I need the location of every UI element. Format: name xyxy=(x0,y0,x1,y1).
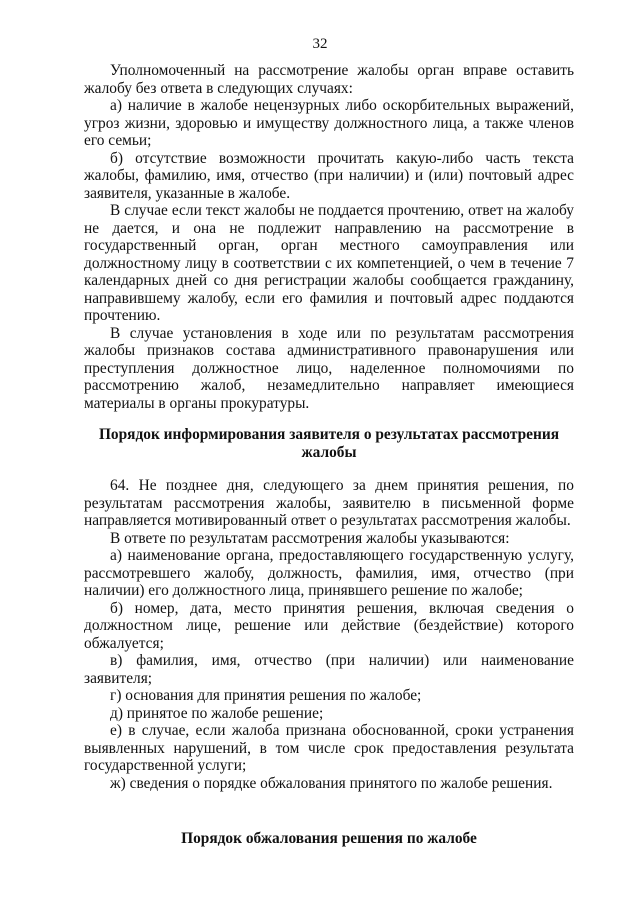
paragraph: В ответе по результатам рассмотрения жалобы указываются: xyxy=(110,529,510,547)
page-number: 32 xyxy=(312,36,328,52)
list-item: д) принятое по жалобе решение; xyxy=(110,704,324,722)
paragraph: В случае если текст жалобы не поддается прочтению, ответ на жалобу не дается, и она не подлежит направлению на рассмотрение в государственный орган, орган местного самоуправления или должностному лицу в соответствии с их компетенцией, о чем в течение 7 календарных дней со дня регистрации жалобы сообщается гражданину, направившему жалобу, если его фамилия и почтовый адрес поддаются прочтению. xyxy=(84,202,574,324)
list-item: е) в случае, если жалоба признана обоснованной, сроки устранения выявленных нарушений, в том числе срок предоставления результата государственной услуги; xyxy=(84,722,574,774)
paragraph: Уполномоченный на рассмотрение жалобы орган вправе оставить жалобу без ответа в следующих случаях: xyxy=(84,62,574,97)
list-item: б) номер, дата, место принятия решения, включая сведения о должностном лице, решение или действие (бездействие) которого обжалуется; xyxy=(84,599,574,652)
list-item: в) фамилия, имя, отчество (при наличии) или наименование заявителя; xyxy=(84,652,574,687)
paragraph: В случае установления в ходе или по результатам рассмотрения жалобы признаков состава административного правонарушения или преступления должностное лицо, наделенное полномочиями по рассмотрению жалоб, незамедлительно направляет имеющиеся материалы в органы прокуратуры. xyxy=(84,324,574,412)
list-item: а) наименование органа, предоставляющего государственную услугу, рассмотревшего жалобу, должность, фамилия, имя, отчество (при наличии) его должностного лица, принявшего решение по жалобе; xyxy=(84,547,574,599)
section-complaint-without-answer xyxy=(84,62,574,412)
list-item: а) наличие в жалобе нецензурных либо оскорбительных выражений, угроз жизни, здоровью и имуществу должностного лица, а также членов его семьи; xyxy=(84,97,574,149)
list-item: б) отсутствие возможности прочитать какую-либо часть текста жалобы, фамилию, имя, отчество (при наличии) и (или) почтовый адрес заявителя, указанные в жалобе. xyxy=(84,149,574,202)
list-item: г) основания для принятия решения по жалобе; xyxy=(110,687,422,704)
list-item: ж) сведения о порядке обжалования принятого по жалобе решения. xyxy=(110,774,553,792)
section-heading-informing: Порядок информирования заявителя о результатах рассмотрения жалобы xyxy=(98,426,560,461)
section-answer-contents xyxy=(84,477,574,792)
section-heading-appeal: Порядок обжалования решения по жалобе xyxy=(181,830,477,847)
paragraph: 64. Не позднее дня, следующего за днем принятия решения, по результатам рассмотрения жалобы, заявителю в письменной форме направляется мотивированный ответ о результатах рассмотрения жалобы. xyxy=(84,477,574,529)
